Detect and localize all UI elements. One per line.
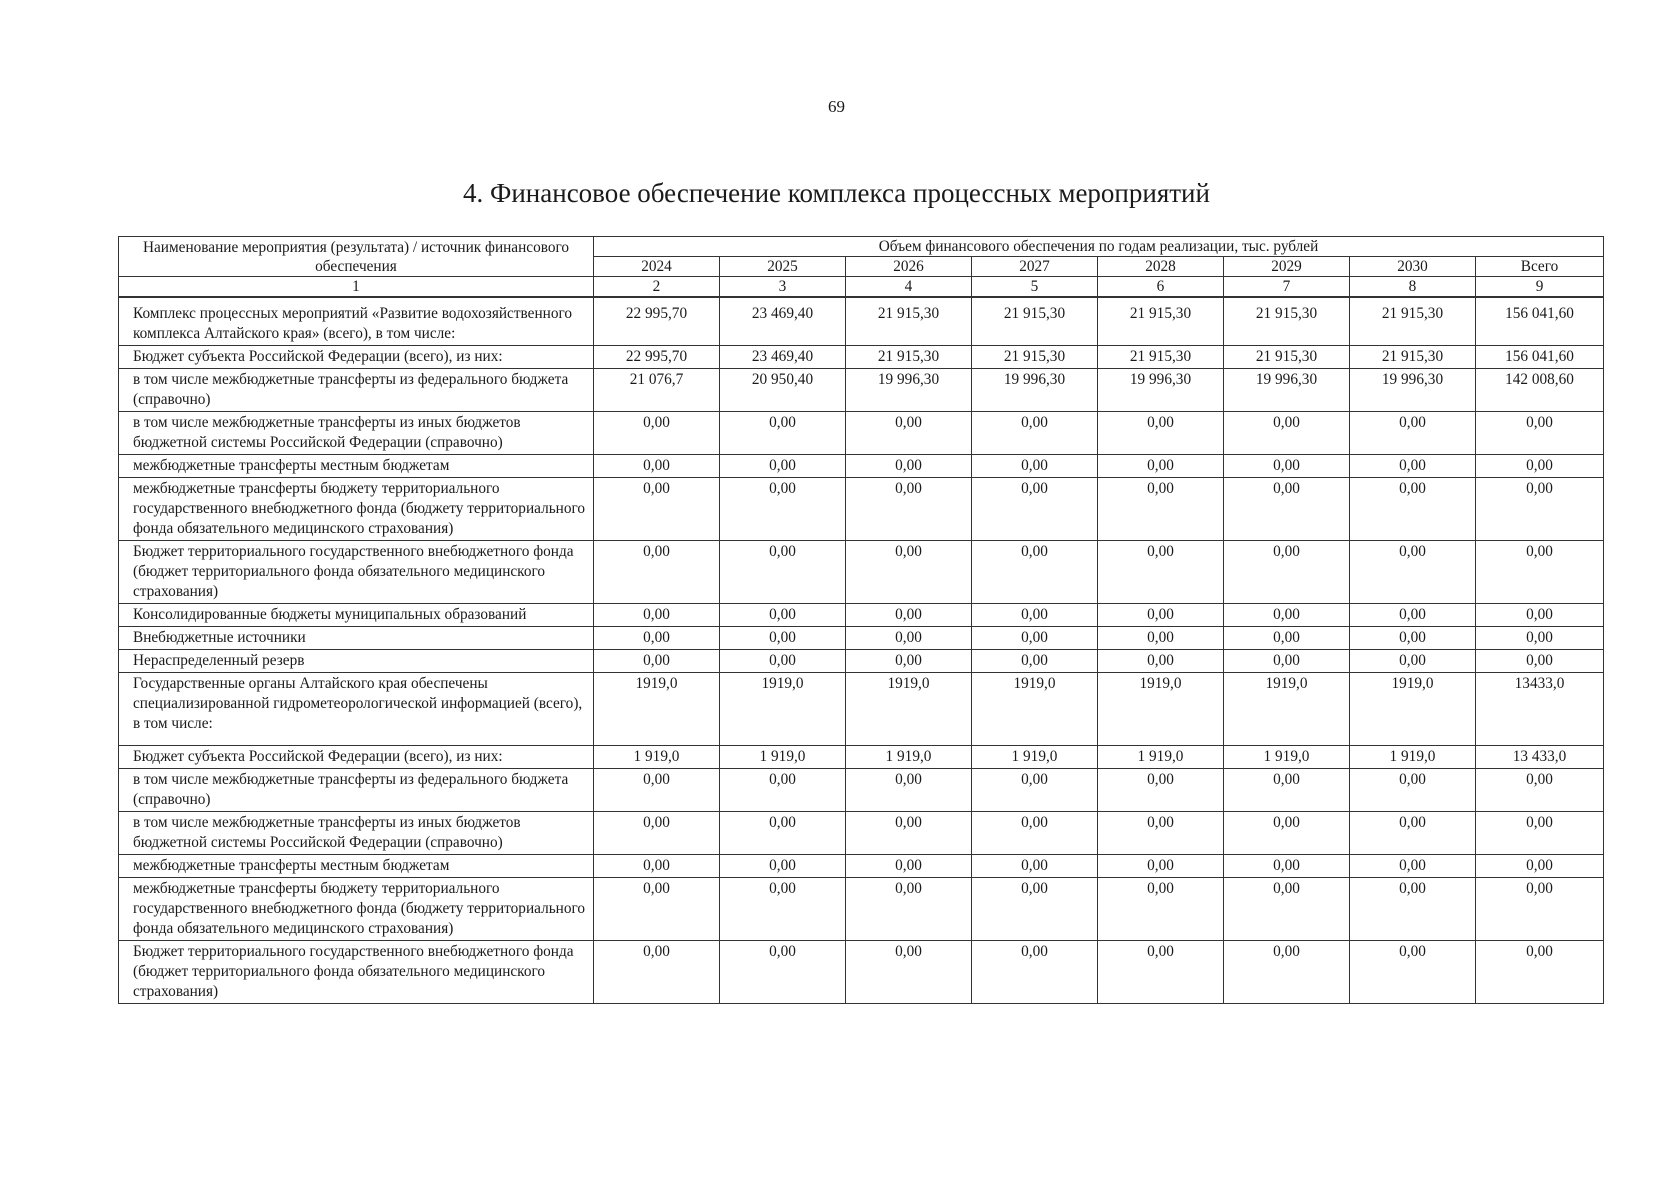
year-value-cell: 0,00 (1098, 478, 1224, 541)
table-body (119, 297, 1604, 1004)
total-value-cell: 0,00 (1476, 412, 1604, 455)
year-value-cell: 0,00 (720, 941, 846, 1004)
year-value-cell: 0,00 (1350, 855, 1476, 878)
row-name-cell (119, 650, 594, 673)
year-value-cell: 1919,0 (972, 673, 1098, 746)
table-row (119, 812, 1604, 855)
year-value-cell: 0,00 (846, 627, 972, 650)
year-value-cell: 21 915,30 (1350, 346, 1476, 369)
year-value-cell: 0,00 (846, 650, 972, 673)
year-value-cell: 21 915,30 (846, 297, 972, 346)
year-value-cell: 0,00 (972, 855, 1098, 878)
year-value-cell: 21 915,30 (1224, 297, 1350, 346)
column-number: 6 (1098, 277, 1224, 298)
year-value-cell: 20 950,40 (720, 369, 846, 412)
total-value-cell: 0,00 (1476, 878, 1604, 941)
row-name-cell (119, 455, 594, 478)
year-value-cell: 21 076,7 (594, 369, 720, 412)
row-name-text: Консолидированные бюджеты муниципальных образований (133, 606, 527, 623)
year-value-cell: 0,00 (1098, 604, 1224, 627)
year-value-cell: 0,00 (720, 812, 846, 855)
year-value-cell: 0,00 (972, 812, 1098, 855)
year-value-cell: 0,00 (1224, 855, 1350, 878)
header-group-cell: Объем финансового обеспечения по годам реализации, тыс. рублей (594, 237, 1604, 257)
row-name-cell (119, 673, 594, 746)
row-name-cell (119, 746, 594, 769)
row-name-text: в том числе межбюджетные трансферты из федерального бюджета (справочно) (133, 371, 569, 408)
year-value-cell: 0,00 (846, 855, 972, 878)
year-value-cell: 0,00 (720, 455, 846, 478)
column-number: 2 (594, 277, 720, 298)
year-value-cell: 0,00 (972, 541, 1098, 604)
total-value-cell: 156 041,60 (1476, 297, 1604, 346)
year-value-cell: 0,00 (594, 878, 720, 941)
year-value-cell: 0,00 (1098, 941, 1224, 1004)
year-value-cell: 0,00 (1224, 627, 1350, 650)
year-value-cell: 0,00 (972, 769, 1098, 812)
year-value-cell: 0,00 (594, 855, 720, 878)
year-value-cell: 1919,0 (720, 673, 846, 746)
financing-table (118, 236, 1604, 1004)
row-name-text: в том числе межбюджетные трансферты из иных бюджетов бюджетной системы Российской Федерации (справочно) (133, 814, 521, 851)
year-header: 2030 (1350, 257, 1476, 277)
year-value-cell: 1 919,0 (972, 746, 1098, 769)
row-name-cell (119, 541, 594, 604)
row-name-text: межбюджетные трансферты местным бюджетам (133, 857, 450, 874)
row-name-text: в том числе межбюджетные трансферты из иных бюджетов бюджетной системы Российской Федерации (справочно) (133, 414, 521, 451)
year-value-cell: 0,00 (720, 878, 846, 941)
table-row (119, 673, 1604, 746)
year-value-cell: 0,00 (972, 627, 1098, 650)
total-value-cell: 13 433,0 (1476, 746, 1604, 769)
row-name-cell (119, 855, 594, 878)
table-row (119, 369, 1604, 412)
column-number-row (119, 277, 1604, 298)
row-spacer (133, 734, 589, 744)
year-value-cell: 0,00 (1350, 478, 1476, 541)
year-value-cell: 0,00 (846, 541, 972, 604)
column-number: 3 (720, 277, 846, 298)
year-value-cell: 0,00 (1350, 878, 1476, 941)
row-name-text: Бюджет субъекта Российской Федерации (всего), из них: (133, 748, 503, 765)
year-value-cell: 0,00 (972, 878, 1098, 941)
row-name-cell (119, 346, 594, 369)
column-number: 5 (972, 277, 1098, 298)
total-value-cell: 0,00 (1476, 812, 1604, 855)
table-row (119, 746, 1604, 769)
year-header: 2027 (972, 257, 1098, 277)
year-value-cell: 0,00 (1224, 478, 1350, 541)
row-name-cell (119, 769, 594, 812)
row-name-text: Бюджет территориального государственного внебюджетного фонда (бюджет территориального фонда обязательного медицинского страхования) (133, 543, 574, 600)
section-heading: 4. Финансовое обеспечение комплекса процессных мероприятий (463, 178, 1210, 208)
row-name-cell (119, 478, 594, 541)
year-value-cell: 19 996,30 (1098, 369, 1224, 412)
year-value-cell: 1 919,0 (594, 746, 720, 769)
table-row (119, 878, 1604, 941)
row-name-text: Внебюджетные источники (133, 629, 306, 646)
year-value-cell: 1 919,0 (720, 746, 846, 769)
year-value-cell: 0,00 (846, 412, 972, 455)
total-value-cell: 0,00 (1476, 650, 1604, 673)
year-value-cell: 0,00 (1224, 941, 1350, 1004)
year-value-cell: 21 915,30 (972, 346, 1098, 369)
row-name-cell (119, 627, 594, 650)
year-value-cell: 1919,0 (1224, 673, 1350, 746)
year-value-cell: 0,00 (846, 878, 972, 941)
year-value-cell: 0,00 (1350, 541, 1476, 604)
total-value-cell: 0,00 (1476, 627, 1604, 650)
year-value-cell: 0,00 (1098, 541, 1224, 604)
table-row (119, 941, 1604, 1004)
column-number: 7 (1224, 277, 1350, 298)
year-value-cell: 0,00 (1224, 455, 1350, 478)
year-value-cell: 19 996,30 (972, 369, 1098, 412)
total-value-cell: 0,00 (1476, 855, 1604, 878)
year-value-cell: 0,00 (594, 604, 720, 627)
row-name-cell (119, 941, 594, 1004)
row-name-text: в том числе межбюджетные трансферты из федерального бюджета (справочно) (133, 771, 569, 808)
year-header: 2028 (1098, 257, 1224, 277)
year-value-cell: 0,00 (1098, 855, 1224, 878)
year-value-cell: 1 919,0 (1350, 746, 1476, 769)
year-value-cell: 1919,0 (846, 673, 972, 746)
row-name-cell (119, 812, 594, 855)
year-value-cell: 0,00 (1098, 650, 1224, 673)
total-value-cell: 0,00 (1476, 541, 1604, 604)
year-value-cell: 21 915,30 (972, 297, 1098, 346)
table-row (119, 297, 1604, 346)
year-value-cell: 0,00 (1224, 812, 1350, 855)
year-value-cell: 0,00 (1224, 878, 1350, 941)
year-value-cell: 0,00 (1224, 604, 1350, 627)
table-row (119, 346, 1604, 369)
year-value-cell: 23 469,40 (720, 297, 846, 346)
row-name-text: Комплекс процессных мероприятий «Развитие водохозяйственного комплекса Алтайского края» (всего), в том числе: (133, 305, 573, 342)
year-value-cell: 0,00 (1098, 812, 1224, 855)
year-value-cell: 0,00 (972, 455, 1098, 478)
year-value-cell: 1 919,0 (1098, 746, 1224, 769)
year-value-cell: 0,00 (972, 478, 1098, 541)
column-number: 4 (846, 277, 972, 298)
year-value-cell: 0,00 (1350, 627, 1476, 650)
total-value-cell: 142 008,60 (1476, 369, 1604, 412)
year-header: 2026 (846, 257, 972, 277)
year-value-cell: 0,00 (1224, 769, 1350, 812)
total-value-cell: 0,00 (1476, 478, 1604, 541)
year-value-cell: 1919,0 (1350, 673, 1476, 746)
table-row (119, 412, 1604, 455)
total-value-cell: 0,00 (1476, 769, 1604, 812)
year-value-cell: 0,00 (846, 769, 972, 812)
year-value-cell: 0,00 (1224, 541, 1350, 604)
year-value-cell: 0,00 (1350, 604, 1476, 627)
year-value-cell: 0,00 (1098, 769, 1224, 812)
row-name-cell (119, 369, 594, 412)
year-value-cell: 0,00 (720, 412, 846, 455)
total-value-cell: 0,00 (1476, 604, 1604, 627)
year-value-cell: 0,00 (594, 650, 720, 673)
year-value-cell: 0,00 (720, 627, 846, 650)
year-value-cell: 0,00 (720, 650, 846, 673)
year-value-cell: 19 996,30 (1350, 369, 1476, 412)
year-value-cell: 0,00 (846, 455, 972, 478)
table-row (119, 604, 1604, 627)
year-value-cell: 0,00 (1224, 650, 1350, 673)
total-value-cell: 13433,0 (1476, 673, 1604, 746)
table-row (119, 627, 1604, 650)
table-row (119, 541, 1604, 604)
row-name-cell (119, 412, 594, 455)
column-number: 9 (1476, 277, 1604, 298)
row-name-cell (119, 604, 594, 627)
year-value-cell: 0,00 (972, 604, 1098, 627)
year-value-cell: 19 996,30 (846, 369, 972, 412)
year-value-cell: 0,00 (1098, 455, 1224, 478)
row-name-cell (119, 878, 594, 941)
year-value-cell: 0,00 (1098, 627, 1224, 650)
year-value-cell: 1 919,0 (846, 746, 972, 769)
year-value-cell: 0,00 (594, 412, 720, 455)
table-row (119, 769, 1604, 812)
table-row (119, 455, 1604, 478)
year-value-cell: 21 915,30 (1224, 346, 1350, 369)
row-name-text: межбюджетные трансферты бюджету территориального государственного внебюджетного фонда (бюджету территориального фонда обязательного медицинского страхования) (133, 880, 586, 937)
year-value-cell: 1919,0 (1098, 673, 1224, 746)
year-value-cell: 21 915,30 (1098, 346, 1224, 369)
row-name-text: межбюджетные трансферты бюджету территориального государственного внебюджетного фонда (бюджету территориального фонда обязательного медицинского страхования) (133, 480, 586, 537)
year-value-cell: 0,00 (720, 604, 846, 627)
year-value-cell: 0,00 (972, 941, 1098, 1004)
year-value-cell: 0,00 (1350, 455, 1476, 478)
year-value-cell: 0,00 (1098, 878, 1224, 941)
year-value-cell: 0,00 (972, 412, 1098, 455)
column-number: 1 (119, 277, 594, 298)
page-number: 69 (828, 97, 845, 116)
year-value-cell: 0,00 (846, 941, 972, 1004)
year-value-cell: 0,00 (846, 604, 972, 627)
year-value-cell: 0,00 (1350, 412, 1476, 455)
header-row-group (119, 237, 1604, 257)
total-header: Всего (1476, 257, 1604, 277)
year-value-cell: 0,00 (594, 769, 720, 812)
year-value-cell: 0,00 (720, 855, 846, 878)
year-value-cell: 0,00 (1350, 650, 1476, 673)
table-row (119, 478, 1604, 541)
year-value-cell: 0,00 (594, 941, 720, 1004)
year-value-cell: 0,00 (972, 650, 1098, 673)
header-name-cell: Наименование мероприятия (результата) / источник финансового обеспечения (119, 237, 594, 277)
year-value-cell: 1919,0 (594, 673, 720, 746)
year-value-cell: 0,00 (720, 478, 846, 541)
year-value-cell: 0,00 (594, 627, 720, 650)
year-value-cell: 0,00 (594, 455, 720, 478)
year-value-cell: 1 919,0 (1224, 746, 1350, 769)
year-value-cell: 0,00 (846, 478, 972, 541)
total-value-cell: 156 041,60 (1476, 346, 1604, 369)
year-value-cell: 19 996,30 (1224, 369, 1350, 412)
year-value-cell: 0,00 (846, 812, 972, 855)
year-value-cell: 22 995,70 (594, 297, 720, 346)
row-name-text: Нераспределенный резерв (133, 652, 305, 669)
column-number: 8 (1350, 277, 1476, 298)
year-value-cell: 0,00 (594, 478, 720, 541)
year-value-cell: 0,00 (1350, 769, 1476, 812)
year-value-cell: 0,00 (1350, 941, 1476, 1004)
row-name-text: Государственные органы Алтайского края обеспечены специализированной гидрометеорологической информацией (всего), в том числе: (133, 675, 583, 732)
year-value-cell: 0,00 (594, 541, 720, 604)
year-value-cell: 0,00 (594, 812, 720, 855)
year-value-cell: 0,00 (1098, 412, 1224, 455)
year-value-cell: 0,00 (1350, 812, 1476, 855)
total-value-cell: 0,00 (1476, 455, 1604, 478)
year-header: 2025 (720, 257, 846, 277)
table-row (119, 855, 1604, 878)
year-header: 2024 (594, 257, 720, 277)
year-value-cell: 21 915,30 (846, 346, 972, 369)
year-value-cell: 21 915,30 (1098, 297, 1224, 346)
year-value-cell: 21 915,30 (1350, 297, 1476, 346)
year-value-cell: 0,00 (1224, 412, 1350, 455)
row-name-text: Бюджет территориального государственного внебюджетного фонда (бюджет территориального фонда обязательного медицинского страхования) (133, 943, 574, 1000)
row-name-text: межбюджетные трансферты местным бюджетам (133, 457, 450, 474)
year-header: 2029 (1224, 257, 1350, 277)
year-value-cell: 23 469,40 (720, 346, 846, 369)
year-value-cell: 0,00 (720, 541, 846, 604)
total-value-cell: 0,00 (1476, 941, 1604, 1004)
row-name-text: Бюджет субъекта Российской Федерации (всего), из них: (133, 348, 503, 365)
year-value-cell: 0,00 (720, 769, 846, 812)
table-row (119, 650, 1604, 673)
row-name-cell (119, 297, 594, 346)
year-value-cell: 22 995,70 (594, 346, 720, 369)
